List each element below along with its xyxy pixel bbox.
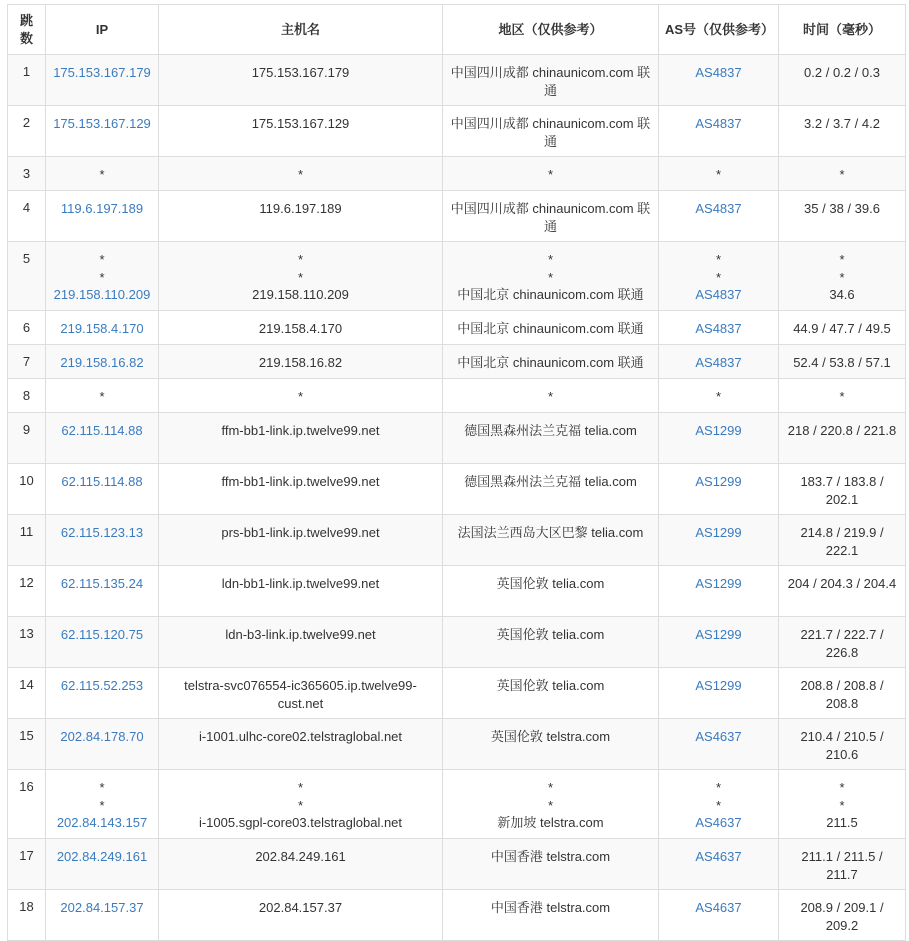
timeout-marker: * [99,269,105,285]
cell-line [665,728,772,746]
timeout-marker: * [839,167,845,182]
ip-link[interactable]: 119.6.197.189 [60,201,144,216]
timeout-marker: * [297,252,304,267]
hostname-cell [159,413,443,464]
cell-line [665,473,772,491]
cell-line: i-1001.ulhc-core02.telstraglobal.net [198,729,403,744]
cell-line [52,899,152,917]
table-row [8,668,906,719]
hop-number-cell: 9 [8,413,46,464]
region-cell [443,515,659,566]
cell-line [665,524,772,542]
cell-line: 211.5 [826,815,858,830]
time-cell [779,566,906,617]
timeout-marker: * [297,797,304,813]
hop-number-cell: 5 [8,242,46,311]
asn-link[interactable]: AS4837 [695,321,742,336]
hostname-cell [159,191,443,242]
asn-link[interactable]: AS4637 [695,729,742,744]
table-row [8,379,906,413]
cell-line: 218 / 220.8 / 221.8 [787,423,897,438]
asn-cell [659,719,779,770]
timeout-marker: * [839,797,845,813]
asn-cell [659,413,779,464]
cell-line [52,524,152,542]
asn-cell [659,157,779,191]
region-cell [443,157,659,191]
column-header-asn: AS号（仅供参考） [659,5,779,55]
cell-line [665,320,772,338]
cell-line: 中国香港 telstra.com [490,849,611,864]
timeout-marker: * [99,780,105,795]
table-row [8,515,906,566]
timeout-marker: * [839,780,845,795]
ip-link[interactable]: 202.84.178.70 [60,729,144,744]
cell-line: 中国北京 chinaunicom.com 联通 [457,321,644,336]
asn-link[interactable]: AS1299 [695,678,742,693]
time-cell [779,668,906,719]
ip-link[interactable]: 175.153.167.179 [53,65,151,80]
timeout-marker: * [547,797,554,813]
hostname-cell [159,242,443,311]
asn-cell [659,839,779,890]
timeout-marker: * [547,389,554,404]
timeout-marker: * [99,252,105,267]
column-header-time: 时间（毫秒） [779,5,906,55]
hostname-cell [159,157,443,191]
cell-line [52,848,152,866]
timeout-marker: * [99,167,105,182]
time-cell [779,157,906,191]
asn-link[interactable]: AS4637 [695,900,742,915]
cell-line: 中国北京 chinaunicom.com 联通 [457,287,644,302]
timeout-marker: * [715,269,722,285]
timeout-marker: * [99,797,105,813]
cell-line [665,814,772,832]
asn-cell [659,617,779,668]
ip-cell [46,345,159,379]
time-cell [779,55,906,106]
cell-line: 221.7 / 222.7 / 226.8 [800,627,884,660]
cell-line: 3.2 / 3.7 / 4.2 [804,116,880,131]
ip-cell [46,668,159,719]
cell-line [665,200,772,218]
time-cell [779,345,906,379]
time-cell [779,464,906,515]
hop-number-cell: 8 [8,379,46,413]
hostname-cell [159,668,443,719]
hostname-cell [159,345,443,379]
cell-line: ffm-bb1-link.ip.twelve99.net [221,474,380,489]
ip-link[interactable]: 62.115.120.75 [60,627,144,642]
hop-number-cell: 17 [8,839,46,890]
cell-line: 34.6 [829,287,855,302]
table-row [8,242,906,311]
region-cell [443,345,659,379]
cell-line [52,814,152,832]
hop-number-cell: 12 [8,566,46,617]
asn-link[interactable]: AS1299 [695,627,742,642]
cell-line [52,677,152,695]
timeout-marker: * [547,252,554,267]
cell-line [52,473,152,491]
ip-cell [46,839,159,890]
hop-number-cell: 4 [8,191,46,242]
ip-cell [46,890,159,941]
asn-link[interactable]: AS1299 [695,576,742,591]
cell-line: 中国四川成都 chinaunicom.com 联通 [450,116,651,149]
cell-line: telstra-svc076554-ic365605.ip.twelve99-cust.net [184,678,417,711]
ip-cell [46,464,159,515]
table-row [8,890,906,941]
asn-cell [659,515,779,566]
ip-cell [46,770,159,839]
hop-number-cell: 7 [8,345,46,379]
cell-line [52,728,152,746]
table-header-row [8,5,906,55]
hop-number-cell: 16 [8,770,46,839]
ip-cell [46,379,159,413]
timeout-marker: * [547,269,554,285]
hop-number-cell: 15 [8,719,46,770]
table-row [8,191,906,242]
cell-line: 175.153.167.179 [251,65,350,80]
column-header-hop: 跳数 [8,5,46,55]
table-row [8,464,906,515]
ip-cell [46,719,159,770]
cell-line [52,575,152,593]
cell-line [52,200,152,218]
time-cell [779,106,906,157]
asn-link[interactable]: AS4837 [695,287,742,302]
region-cell [443,464,659,515]
hostname-cell [159,515,443,566]
cell-line [665,64,772,82]
cell-line [665,899,772,917]
hop-number-cell: 11 [8,515,46,566]
cell-line: ldn-b3-link.ip.twelve99.net [225,627,376,642]
hop-number-cell: 10 [8,464,46,515]
time-cell [779,515,906,566]
hop-number-cell: 13 [8,617,46,668]
cell-line: 英国伦敦 telia.com [496,576,605,591]
table-row [8,106,906,157]
cell-line [52,286,152,304]
cell-line [665,575,772,593]
region-cell [443,191,659,242]
asn-link[interactable]: AS1299 [695,474,742,489]
ip-cell [46,413,159,464]
time-cell [779,890,906,941]
ip-cell [46,242,159,311]
timeout-marker: * [99,389,105,404]
cell-line [52,422,152,440]
ip-link[interactable]: 62.115.114.88 [61,474,143,489]
ip-cell [46,617,159,668]
time-cell [779,839,906,890]
table-row [8,345,906,379]
ip-cell [46,311,159,345]
ip-link[interactable]: 202.84.157.37 [60,900,144,915]
asn-cell [659,464,779,515]
cell-line: 英国伦敦 telia.com [496,678,605,693]
asn-link[interactable]: AS1299 [695,423,742,438]
region-cell [443,770,659,839]
hostname-cell [159,566,443,617]
ip-link[interactable]: 62.115.52.253 [60,678,144,693]
region-cell [443,566,659,617]
ip-link[interactable]: 62.115.135.24 [60,576,144,591]
hostname-cell [159,311,443,345]
asn-cell [659,55,779,106]
timeout-marker: * [297,269,304,285]
hop-number-cell: 18 [8,890,46,941]
region-cell [443,379,659,413]
time-cell [779,242,906,311]
cell-line: 183.7 / 183.8 / 202.1 [800,474,884,507]
timeout-marker: * [715,252,722,267]
table-row [8,311,906,345]
region-cell [443,668,659,719]
region-cell [443,839,659,890]
cell-line: 119.6.197.189 [259,201,342,216]
hostname-cell [159,617,443,668]
hostname-cell [159,55,443,106]
cell-line: 219.158.16.82 [258,355,343,370]
cell-line: 中国香港 telstra.com [490,900,611,915]
cell-line: 175.153.167.129 [251,116,350,131]
cell-line [665,286,772,304]
table-row [8,157,906,191]
asn-cell [659,566,779,617]
cell-line: 210.4 / 210.5 / 210.6 [800,729,884,762]
asn-cell [659,191,779,242]
hostname-cell [159,379,443,413]
region-cell [443,719,659,770]
time-cell [779,719,906,770]
asn-cell [659,311,779,345]
ip-link[interactable]: 219.158.110.209 [53,287,151,302]
cell-line [665,422,772,440]
hop-number-cell: 14 [8,668,46,719]
cell-line: 德国黑森州法兰克福 telia.com [464,423,637,438]
ip-link[interactable]: 219.158.4.170 [60,321,144,336]
region-cell [443,617,659,668]
cell-line: 0.2 / 0.2 / 0.3 [804,65,880,80]
cell-line [52,115,152,133]
cell-line: ldn-bb1-link.ip.twelve99.net [221,576,380,591]
ip-link[interactable]: 219.158.16.82 [60,355,144,370]
timeout-marker: * [715,780,722,795]
table-row [8,839,906,890]
hop-number-cell: 6 [8,311,46,345]
timeout-marker: * [715,167,722,182]
cell-line [665,848,772,866]
cell-line: 202.84.157.37 [258,900,343,915]
time-cell [779,617,906,668]
cell-line: 35 / 38 / 39.6 [804,201,880,216]
ip-link[interactable]: 202.84.249.161 [56,849,148,864]
column-header-region: 地区（仅供参考） [443,5,659,55]
time-cell [779,379,906,413]
asn-link[interactable]: AS1299 [695,525,742,540]
cell-line: 202.84.249.161 [255,849,346,864]
asn-link[interactable]: AS4837 [695,116,742,131]
timeout-marker: * [297,780,304,795]
column-header-ip: IP [46,5,159,55]
cell-line: 中国四川成都 chinaunicom.com 联通 [450,65,651,98]
cell-line: 219.158.4.170 [258,321,343,336]
cell-line: 208.8 / 208.8 / 208.8 [800,678,884,711]
hop-number-cell: 1 [8,55,46,106]
timeout-marker: * [297,167,304,182]
asn-cell [659,106,779,157]
cell-line [665,115,772,133]
hostname-cell [159,890,443,941]
region-cell [443,413,659,464]
cell-line [665,354,772,372]
table-row [8,617,906,668]
cell-line: 德国黑森州法兰克福 telia.com [464,474,637,489]
cell-line: 211.1 / 211.5 / 211.7 [801,849,883,882]
ip-link[interactable]: 62.115.123.13 [60,525,144,540]
time-cell [779,413,906,464]
asn-link[interactable]: AS4837 [695,201,742,216]
ip-cell [46,191,159,242]
asn-link[interactable]: AS4637 [695,849,742,864]
cell-line: 新加坡 telstra.com [497,815,604,830]
asn-link[interactable]: AS4837 [695,65,742,80]
cell-line [52,626,152,644]
ip-link[interactable]: 175.153.167.129 [53,116,151,131]
cell-line: 208.9 / 209.1 / 209.2 [800,900,884,933]
region-cell [443,311,659,345]
hostname-cell [159,770,443,839]
cell-line [665,626,772,644]
asn-link[interactable]: AS4637 [695,815,742,830]
time-cell [779,191,906,242]
region-cell [443,106,659,157]
traceroute-table [7,4,906,941]
cell-line: prs-bb1-link.ip.twelve99.net [221,525,380,540]
ip-link[interactable]: 62.115.114.88 [61,423,143,438]
cell-line: 中国四川成都 chinaunicom.com 联通 [450,201,651,234]
ip-link[interactable]: 202.84.143.157 [56,815,148,830]
cell-line [52,354,152,372]
hop-number-cell: 3 [8,157,46,191]
timeout-marker: * [715,797,722,813]
asn-cell [659,242,779,311]
column-header-hostname: 主机名 [159,5,443,55]
cell-line: 法国法兰西岛大区巴黎 telia.com [457,525,644,540]
time-cell [779,311,906,345]
ip-cell [46,157,159,191]
timeout-marker: * [839,389,845,404]
asn-cell [659,345,779,379]
region-cell [443,890,659,941]
timeout-marker: * [715,389,722,404]
cell-line: 英国伦敦 telia.com [496,627,605,642]
asn-cell [659,890,779,941]
table-row [8,719,906,770]
cell-line [52,64,152,82]
hop-number-cell: 2 [8,106,46,157]
asn-cell [659,668,779,719]
ip-cell [46,106,159,157]
asn-cell [659,379,779,413]
hostname-cell [159,839,443,890]
ip-cell [46,566,159,617]
cell-line: 中国北京 chinaunicom.com 联通 [457,355,644,370]
cell-line [52,320,152,338]
cell-line: ffm-bb1-link.ip.twelve99.net [221,423,380,438]
hostname-cell [159,106,443,157]
ip-cell [46,515,159,566]
table-row [8,413,906,464]
cell-line [665,677,772,695]
cell-line: 204 / 204.3 / 204.4 [787,576,897,591]
time-cell [779,770,906,839]
cell-line: 44.9 / 47.7 / 49.5 [793,321,891,336]
timeout-marker: * [839,269,845,285]
ip-cell [46,55,159,106]
cell-line: 52.4 / 53.8 / 57.1 [793,355,891,370]
timeout-marker: * [839,252,845,267]
hostname-cell [159,464,443,515]
hostname-cell [159,719,443,770]
asn-cell [659,770,779,839]
region-cell [443,242,659,311]
cell-line: 219.158.110.209 [252,287,349,302]
region-cell [443,55,659,106]
table-row [8,566,906,617]
table-row [8,55,906,106]
table-row [8,770,906,839]
timeout-marker: * [547,167,554,182]
cell-line: 214.8 / 219.9 / 222.1 [800,525,884,558]
cell-line: 英国伦敦 telstra.com [490,729,611,744]
timeout-marker: * [547,780,554,795]
timeout-marker: * [297,389,304,404]
asn-link[interactable]: AS4837 [695,355,742,370]
cell-line: i-1005.sgpl-core03.telstraglobal.net [198,815,403,830]
